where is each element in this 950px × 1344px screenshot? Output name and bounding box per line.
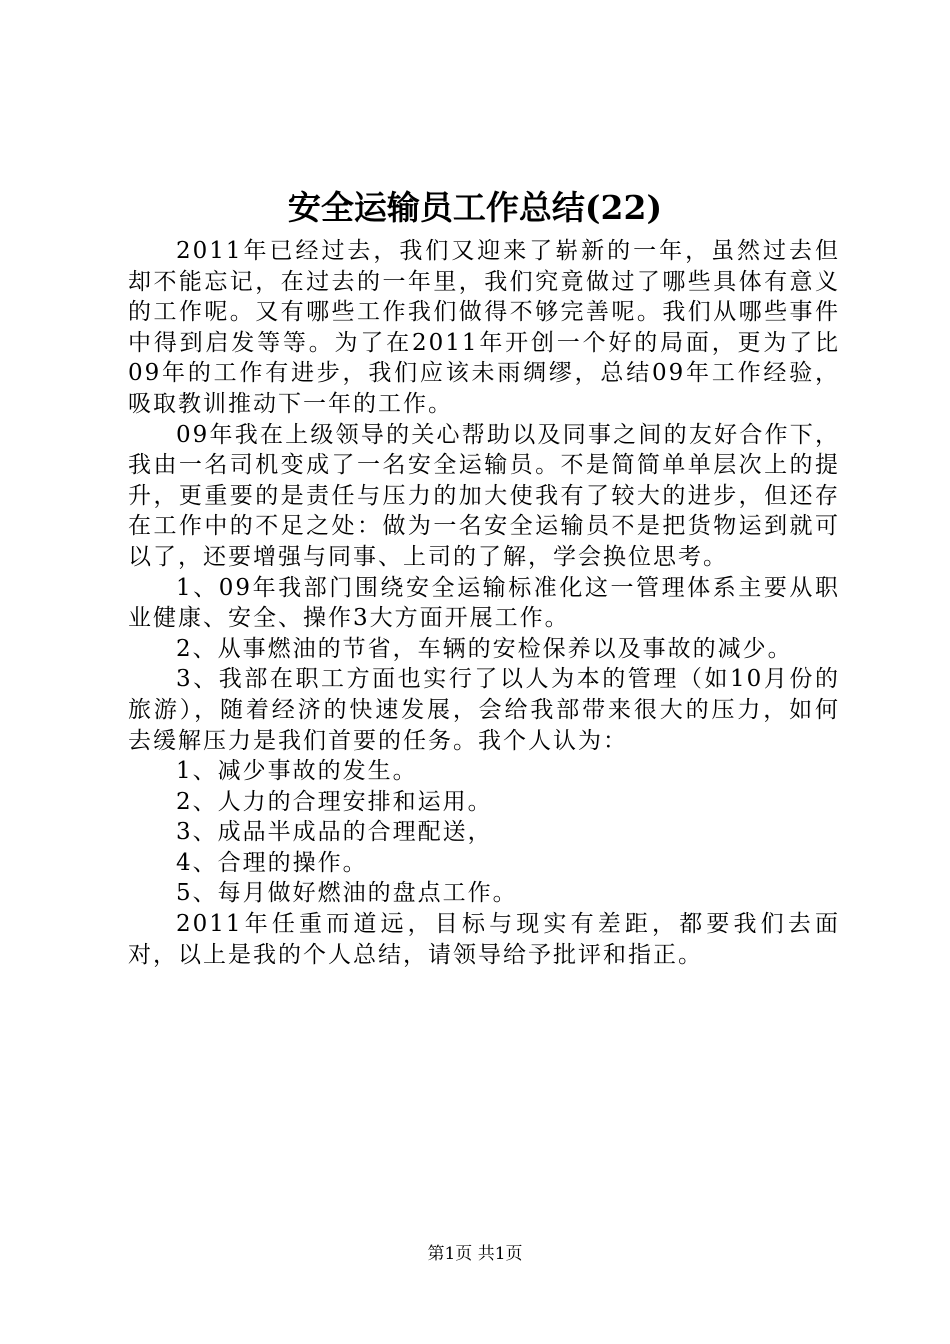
paragraph: 2011年已经过去，我们又迎来了崭新的一年，虽然过去但却不能忘记，在过去的一年里，我们究竟做过了哪些具体有意义的工作呢。又有哪些工作我们做得不够完善呢。我们从哪些事件中得到启发等等。为了在2011年开创一个好的局面，更为了比09年的工作有进步，我们应该未雨绸缪，总结09年工作经验，吸取教训推动下一年的工作。 (128, 238, 840, 417)
paragraph: 09年我在上级领导的关心帮助以及同事之间的友好合作下，我由一名司机变成了一名安全运输员。不是简简单单层次上的提升，更重要的是责任与压力的加大使我有了较大的进步，但还存在工作中的不足之处：做为一名安全运输员不是把货物运到就可以了，还要增强与同事、上司的了解，学会换位思考。 (128, 421, 840, 570)
page-footer: 第1页 共1页 (427, 1244, 523, 1264)
list-item: 5、每月做好燃油的盘点工作。 (176, 880, 518, 907)
document-title: 安全运输员工作总结(22) (287, 188, 663, 227)
list-item: 1、减少事故的发生。 (176, 758, 418, 785)
list-item: 4、合理的操作。 (176, 849, 368, 876)
paragraph: 1、09年我部门围绕安全运输标准化这一管理体系主要从职业健康、安全、操作3大方面开展工作。 (128, 574, 840, 632)
paragraph: 3、我部在职工方面也实行了以人为本的管理（如10月份的旅游），随着经济的快速发展，会给我部带来很大的压力，如何去缓解压力是我们首要的任务。我个人认为： (128, 666, 840, 754)
list-item: 2、人力的合理安排和运用。 (176, 788, 493, 815)
list-item: 3、成品半成品的合理配送， (176, 819, 493, 846)
paragraph: 2011年任重而道远，目标与现实有差距，都要我们去面对，以上是我的个人总结，请领导给予批评和指正。 (128, 911, 840, 968)
document-body (128, 236, 840, 970)
paragraph: 2、从事燃油的节省，车辆的安检保养以及事故的减少。 (176, 635, 793, 662)
